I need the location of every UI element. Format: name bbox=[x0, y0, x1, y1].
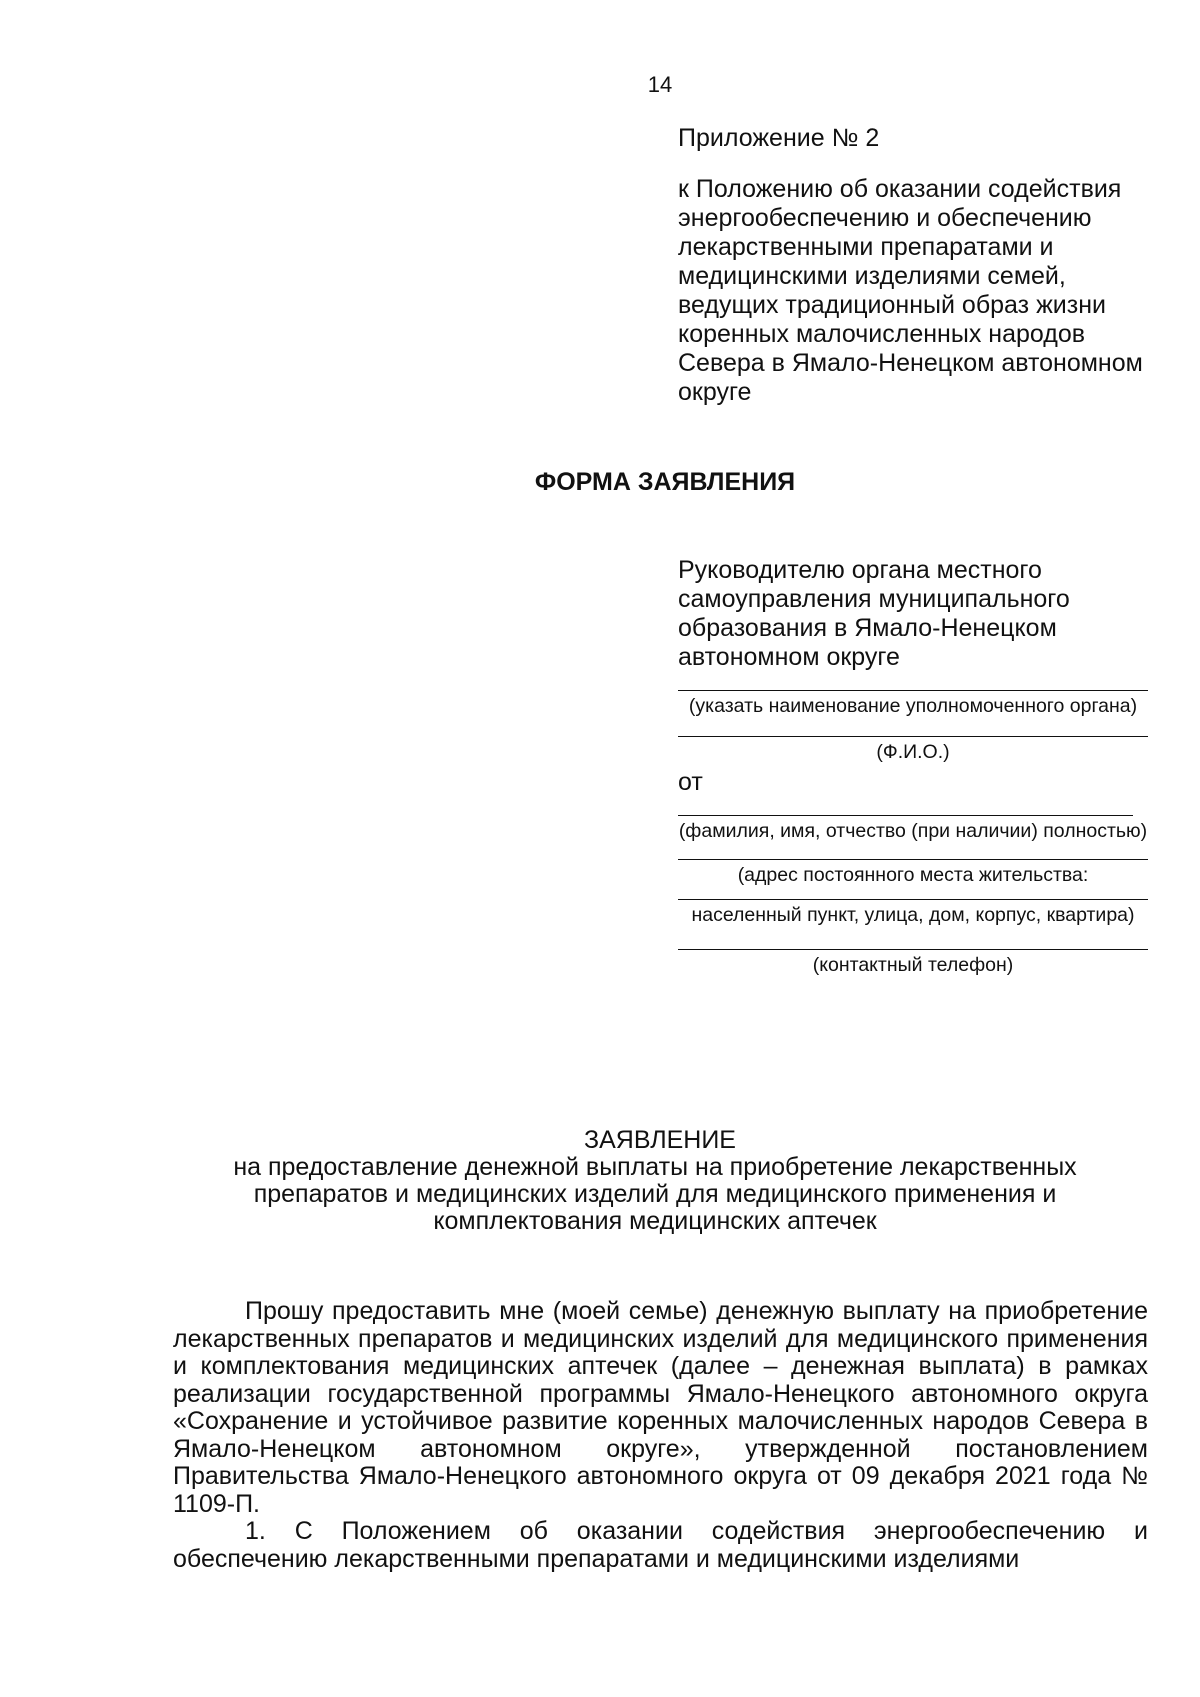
form-title: ФОРМА ЗАЯВЛЕНИЯ bbox=[534, 468, 796, 496]
appendix-subtitle: к Положению об оказании содействия энергообеспечению и обеспечению лекарственными препаратами и медицинскими изделиями семей, ведущих традиционный образ жизни коренных малочисленных народов Севера в Ямало-Ненецком автономном округе bbox=[678, 175, 1143, 406]
address-line-2[interactable] bbox=[678, 899, 1148, 900]
body-text bbox=[173, 1298, 1148, 1573]
authority-caption: (указать наименование уполномоченного органа) bbox=[688, 695, 1138, 717]
recipient-text: Руководителю органа местного самоуправления муниципального образования в Ямало-Ненецком автономном округе bbox=[678, 556, 1070, 671]
address-caption: (адрес постоянного места жительства: bbox=[737, 864, 1089, 886]
statement-heading: ЗАЯВЛЕНИЕ bbox=[583, 1126, 736, 1154]
phone-caption: (контактный телефон) bbox=[812, 954, 1014, 976]
phone-line[interactable] bbox=[678, 949, 1148, 950]
applicant-line[interactable] bbox=[678, 815, 1133, 816]
appendix-title: Приложение № 2 bbox=[678, 124, 880, 152]
addressee-block bbox=[678, 556, 1148, 977]
paragraph-2: 1. С Положением об оказании содействия энергообеспечению и обеспечению лекарственными препаратами и медицинскими изделиями bbox=[173, 1517, 1148, 1573]
page-number: 14 bbox=[647, 72, 673, 97]
statement-block bbox=[0, 1127, 1200, 1235]
fio-caption: (Ф.И.О.) bbox=[876, 741, 950, 763]
applicant-caption: (фамилия, имя, отчество (при наличии) полностью) bbox=[678, 820, 1148, 842]
authority-line[interactable] bbox=[678, 690, 1148, 691]
address-line[interactable] bbox=[678, 859, 1148, 860]
appendix-block bbox=[678, 124, 1148, 407]
statement-subheading: на предоставление денежной выплаты на приобретение лекарственных препаратов и медицинских изделий для медицинского применения и комплектования медицинских аптечек bbox=[233, 1153, 1077, 1235]
address-caption-2: населенный пункт, улица, дом, корпус, квартира) bbox=[691, 904, 1135, 926]
fio-line[interactable] bbox=[678, 736, 1148, 737]
from-label: от bbox=[678, 768, 703, 796]
paragraph-1: Прошу предоставить мне (моей семье) денежную выплату на приобретение лекарственных препаратов и медицинских изделий для медицинского применения и комплектования медицинских аптечек (далее – денежная выплата) в рамках реализации государственной программы Ямало-Ненецкого автономного округа «Сохранение и устойчивое развитие коренных малочисленных народов Севера в Ямало-Ненецком автономном округе», утвержденной постановлением Правительства Ямало-Ненецкого автономного округа от 09 декабря 2021 года № 1109-П. bbox=[173, 1297, 1148, 1518]
